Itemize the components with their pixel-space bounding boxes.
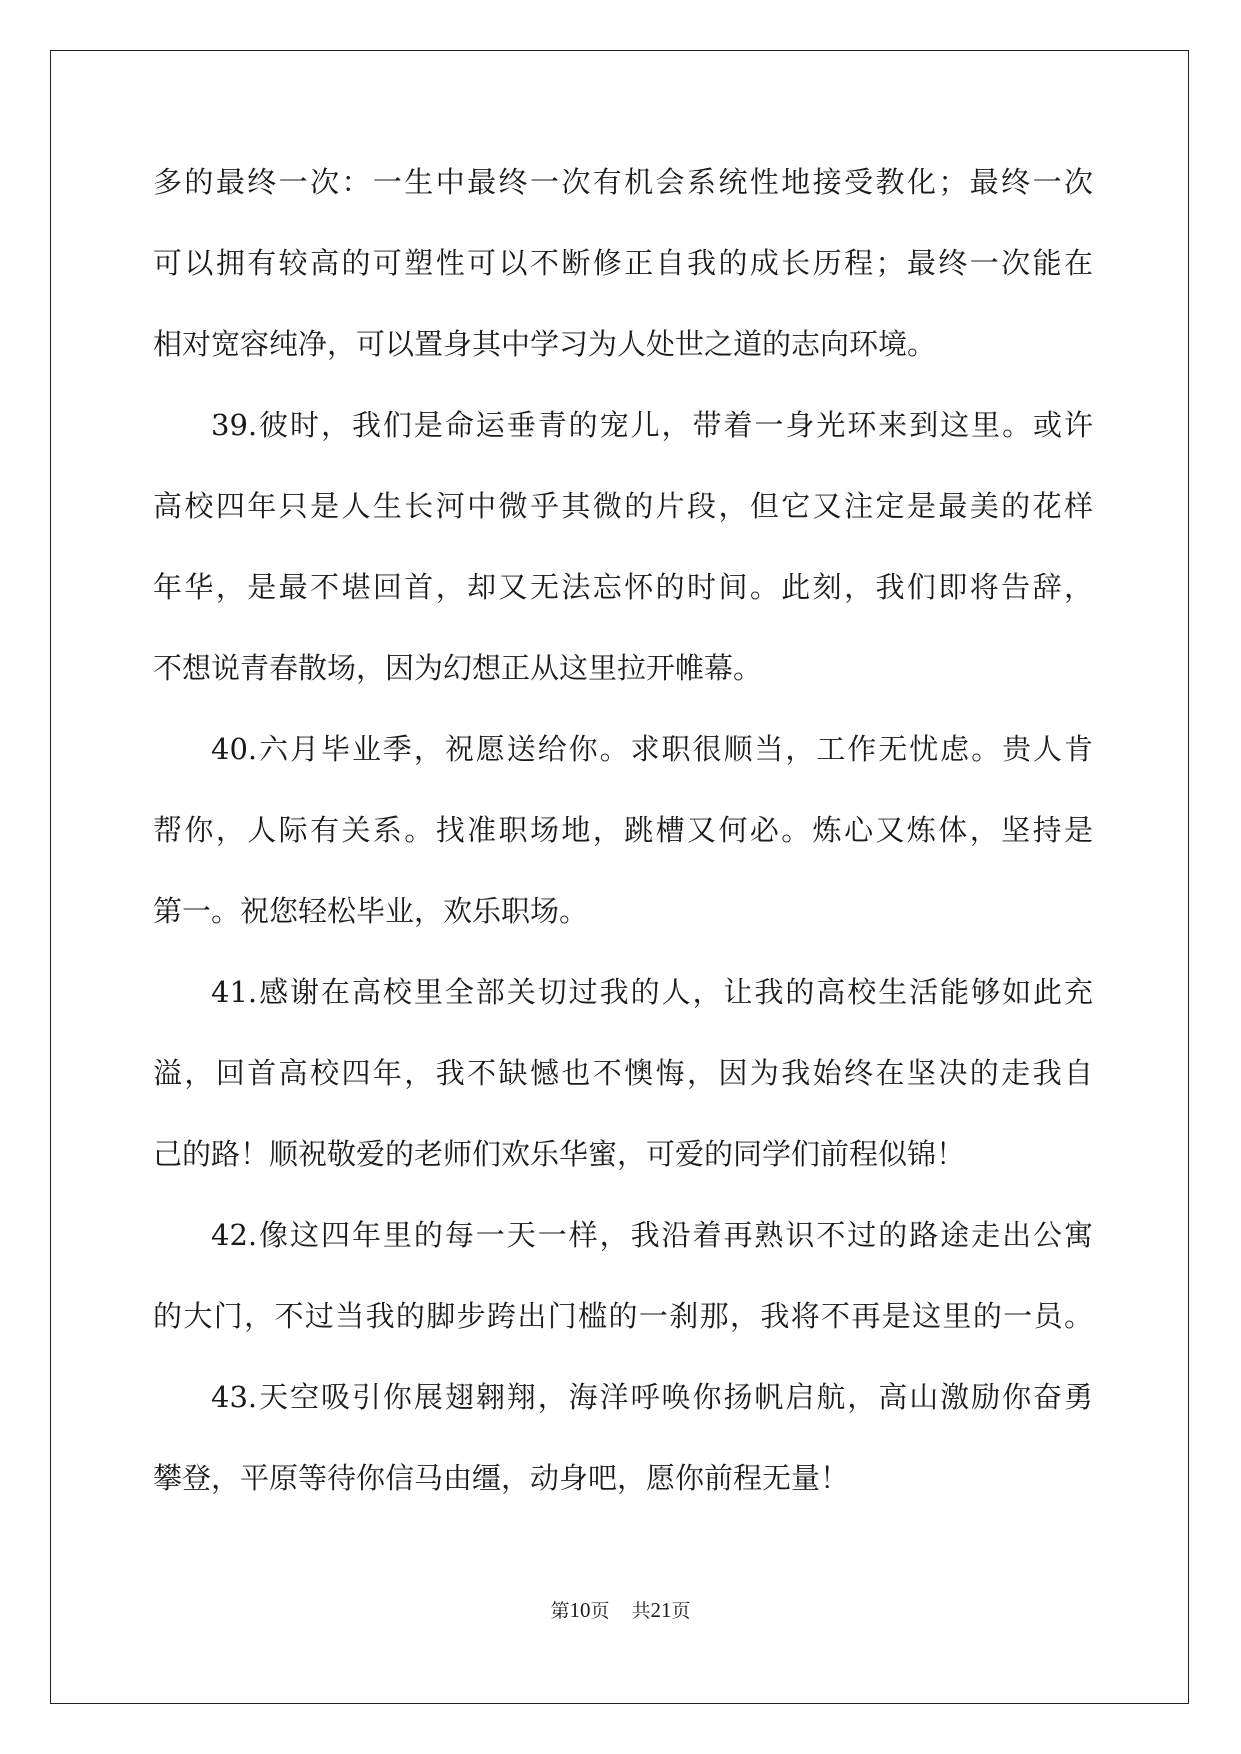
text-line: 不想说青春散场，因为幻想正从这里拉开帷幕。 bbox=[153, 651, 763, 685]
text-line: 43.天空吸引你展翅翱翔，海洋呼唤你扬帆启航，高山激励你奋勇 bbox=[211, 1380, 1093, 1414]
text-line: 的大门，不过当我的脚步跨出门槛的一刹那，我将不再是这里的一员。 bbox=[153, 1299, 1093, 1333]
text-line: 第一。祝您轻松毕业，欢乐职场。 bbox=[153, 894, 589, 928]
footer-total-prefix: 共 bbox=[631, 1600, 651, 1622]
page-footer bbox=[0, 1596, 1241, 1623]
footer-total-pages: 21 bbox=[650, 1598, 672, 1622]
text-line: 多的最终一次：一生中最终一次有机会系统性地接受教化；最终一次 bbox=[153, 165, 1093, 199]
footer-page-suffix: 页 bbox=[590, 1600, 610, 1622]
text-line: 39.彼时，我们是命运垂青的宠儿，带着一身光环来到这里。或许 bbox=[211, 408, 1093, 442]
text-line: 相对宽容纯净，可以置身其中学习为人处世之道的志向环境。 bbox=[153, 327, 937, 361]
footer-page-prefix: 第 bbox=[550, 1600, 570, 1622]
footer-page-number: 10 bbox=[569, 1598, 591, 1622]
text-line: 42.像这四年里的每一天一样，我沿着再熟识不过的路途走出公寓 bbox=[211, 1218, 1093, 1252]
text-line: 己的路！顺祝敬爱的老师们欢乐华蜜，可爱的同学们前程似锦！ bbox=[153, 1137, 966, 1171]
text-line: 41.感谢在高校里全部关切过我的人，让我的高校生活能够如此充 bbox=[211, 975, 1093, 1009]
document-body bbox=[153, 164, 1093, 1541]
text-line: 高校四年只是人生长河中微乎其微的片段，但它又注定是最美的花样 bbox=[153, 489, 1093, 523]
text-line: 40.六月毕业季，祝愿送给你。求职很顺当，工作无忧虑。贵人肯 bbox=[211, 732, 1093, 766]
footer-total-suffix: 页 bbox=[671, 1600, 691, 1622]
text-line: 溢，回首高校四年，我不缺憾也不懊悔，因为我始终在坚决的走我自 bbox=[153, 1056, 1093, 1090]
text-line: 攀登，平原等待你信马由缰，动身吧，愿你前程无量！ bbox=[153, 1461, 850, 1495]
text-line: 可以拥有较高的可塑性可以不断修正自我的成长历程；最终一次能在 bbox=[153, 246, 1093, 280]
text-line: 帮你，人际有关系。找准职场地，跳槽又何必。炼心又炼体，坚持是 bbox=[153, 813, 1093, 847]
text-line: 年华，是最不堪回首，却又无法忘怀的时间。此刻，我们即将告辞， bbox=[153, 570, 1093, 604]
